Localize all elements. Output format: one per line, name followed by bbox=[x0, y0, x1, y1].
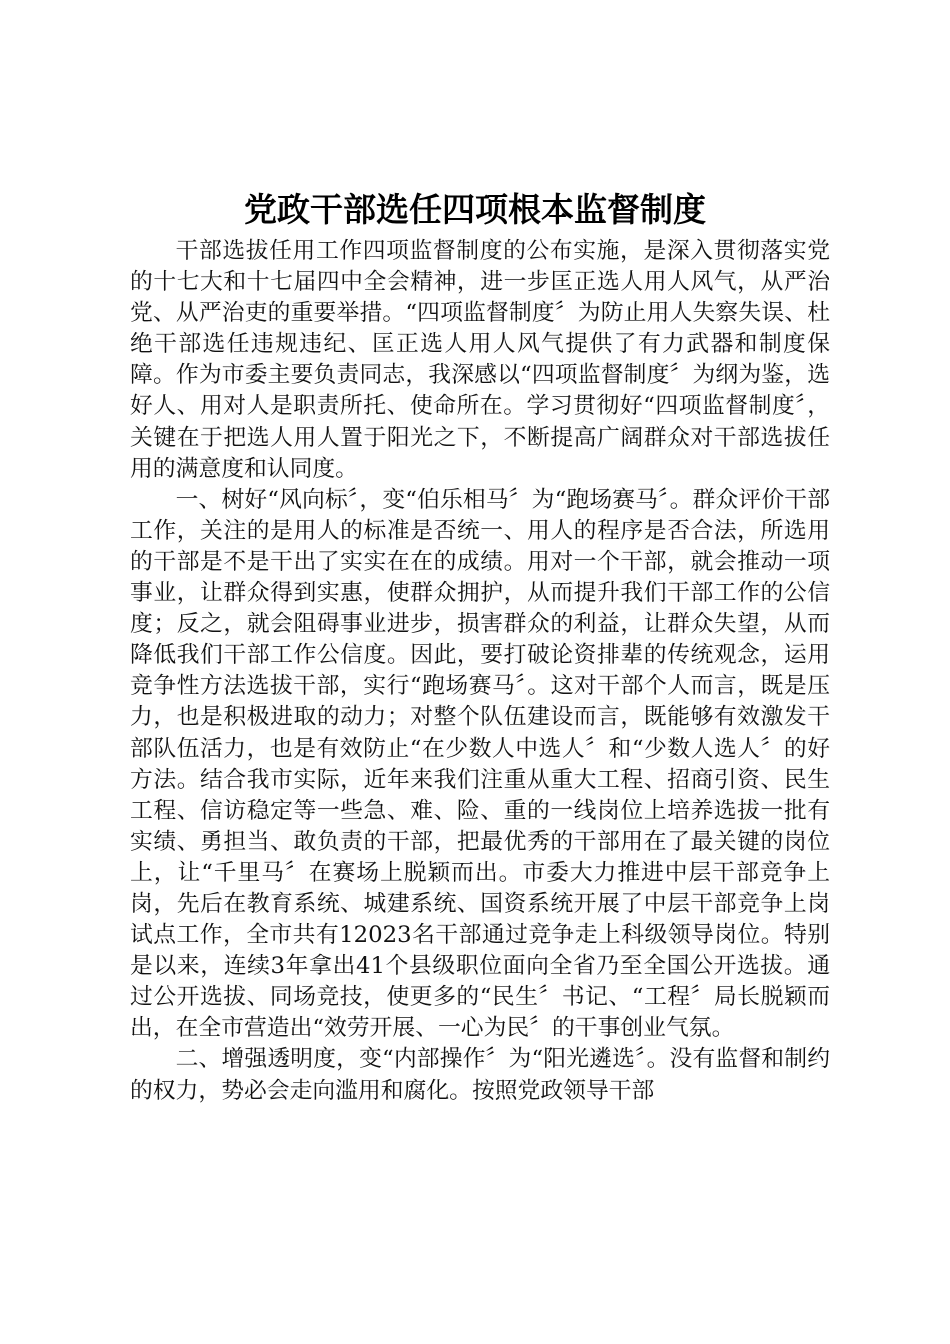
paragraph-section-one: 一、树好“风向标〞，变“伯乐相马〞为“跑场赛马〞。群众评价干部工作，关注的是用人的标准是否统一、用人的程序是否合法，所选用的干部是不是干出了实实在在的成绩。用对一个干部，就会推动一项事业，让群众得到实惠，使群众拥护，从而提升我们干部工作的公信度；反之，就会阻碍事业进步，损害群众的利益，让群众失望，从而降低我们干部工作公信度。因此，要打破论资排辈的传统观念，运用竞争性方法选拔干部，实行“跑场赛马〞。这对干部个人而言，既是压力，也是积极进取的动力；对整个队伍建设而言，既能够有效激发干部队伍活力，也是有效防止“在少数人中选人〞和“少数人选人〞的好方法。结合我市实际，近年来我们注重从重大工程、招商引资、民生工程、信访稳定等一些急、难、险、重的一线岗位上培养选拔一批有实绩、勇担当、敢负责的干部，把最优秀的干部用在了最关键的岗位上，让“千里马〞在赛场上脱颖而出。市委大力推进中层干部竞争上岗，先后在教育系统、城建系统、国资系统开展了中层干部竞争上岗试点工作，全市共有12023名干部通过竞争走上科级领导岗位。特别是以来，连续3年拿出41个县级职位面向全省乃至全国公开选拔。通过公开选拔、同场竞技，使更多的“民生〞书记、“工程〞局长脱颖而出，在全市营造出“效劳开展、一心为民〞的干事创业气氛。 bbox=[130, 486, 830, 1042]
paragraph-section-two: 二、增强透明度，变“内部操作〞为“阳光遴选〞。没有监督和制约的权力，势必会走向滥用和腐化。按照党政领导干部 bbox=[130, 1046, 830, 1104]
document-title: 党政干部选任四项根本监督制度 bbox=[244, 190, 706, 229]
document-body bbox=[130, 236, 830, 1107]
paragraph-intro: 干部选拔任用工作四项监督制度的公布实施，是深入贯彻落实党的十七大和十七届四中全会精神，进一步匡正选人用人风气，从严治党、从严治吏的重要举措。“四项监督制度〞为防止用人失察失误、杜绝干部选任违规违纪、匡正选人用人风气提供了有力武器和制度保障。作为市委主要负责同志，我深感以“四项监督制度〞为纲为鉴，选好人、用对人是职责所托、使命所在。学习贯彻好“四项监督制度〞，关键在于把选人用人置于阳光之下，不断提高广阔群众对干部选拔任用的满意度和认同度。 bbox=[130, 238, 830, 482]
